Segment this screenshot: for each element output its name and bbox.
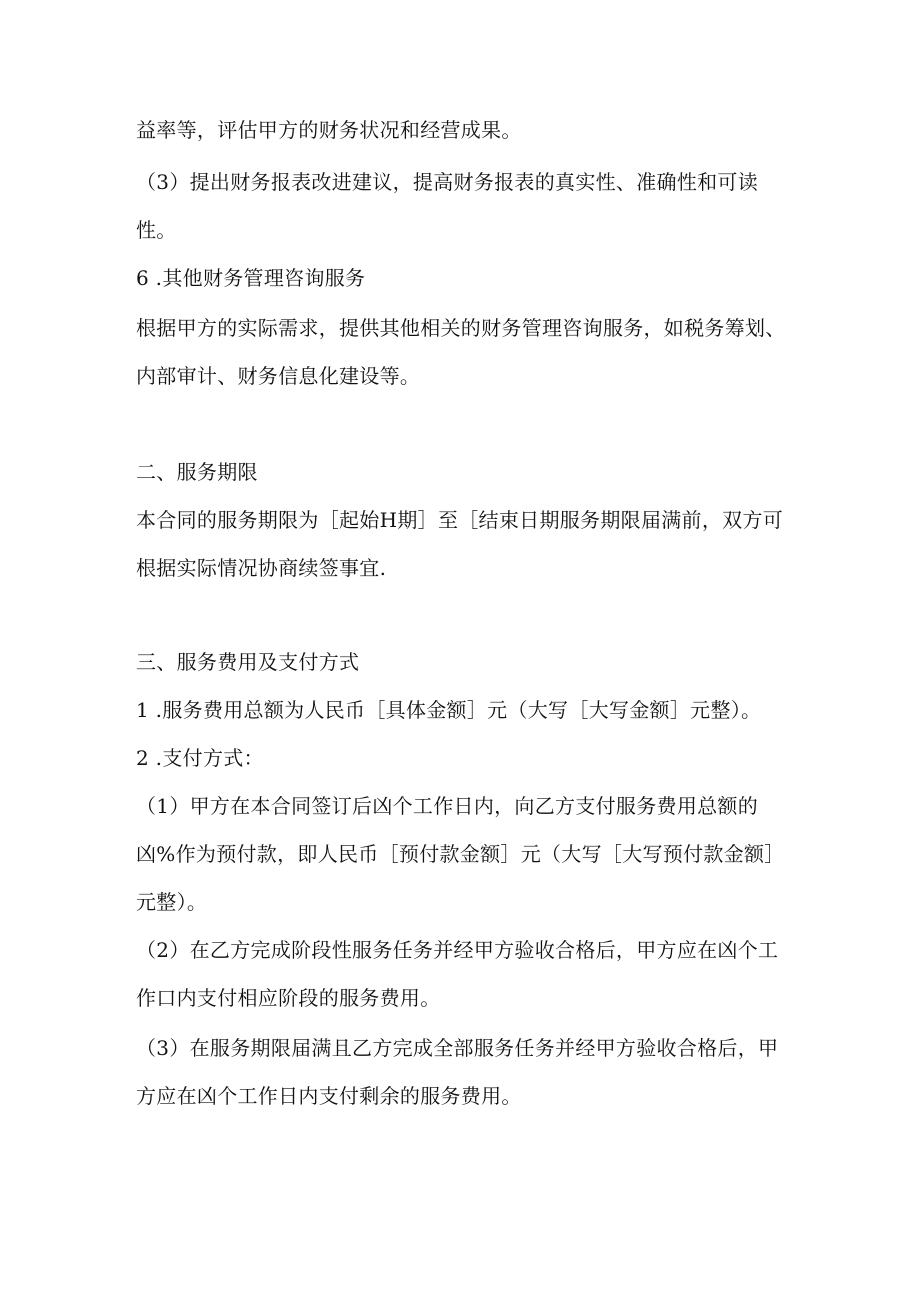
text-line: 方应在凶个工作日内支付剩余的服务费用。 — [136, 1084, 522, 1108]
text-line: 作口内支付相应阶段的服务费用。 — [136, 986, 441, 1010]
text-line: 益率等，评估甲方的财务状况和经营成果。 — [136, 118, 522, 142]
section-heading: 三、服务费用及支付方式 — [136, 650, 360, 674]
text-line: 性。 — [136, 218, 177, 242]
section-item-title: 6 .其他财务管理咨询服务 — [136, 266, 366, 290]
text-line: 根据甲方的实际需求，提供其他相关的财务管理咨询服务，如税务筹划、 — [136, 316, 786, 340]
text-line: （3）在服务期限届满且乙方完成全部服务任务并经甲方验收合格后，甲 — [136, 1036, 779, 1060]
text-line: （2）在乙方完成阶段性服务任务并经甲方验收合格后，甲方应在凶个工 — [136, 938, 779, 962]
section-heading: 二、服务期限 — [136, 460, 258, 484]
text-line: 内部审计、财务信息化建设等。 — [136, 364, 421, 388]
text-line: 元整）。 — [136, 890, 208, 914]
text-line: 1 .服务费用总额为人民币［具体金额］元（大写［大写金额］元整）。 — [136, 698, 762, 722]
text-line: 根据实际情况协商续签事宜. — [136, 556, 387, 580]
text-line: 2 .支付方式： — [136, 746, 264, 770]
text-line: 凶%作为预付款，即人民币［预付款金额］元（大写［大写预付款金额］ — [136, 842, 785, 866]
text-line: 本合同的服务期限为［起始H期］至［结束日期服务期限届满前，双方可 — [136, 508, 784, 532]
text-line: （3）提出财务报表改进建议，提高财务报表的真实性、准确性和可读 — [136, 170, 759, 194]
text-line: （1）甲方在本合同签订后凶个工作日内，向乙方支付服务费用总额的 — [136, 794, 759, 818]
